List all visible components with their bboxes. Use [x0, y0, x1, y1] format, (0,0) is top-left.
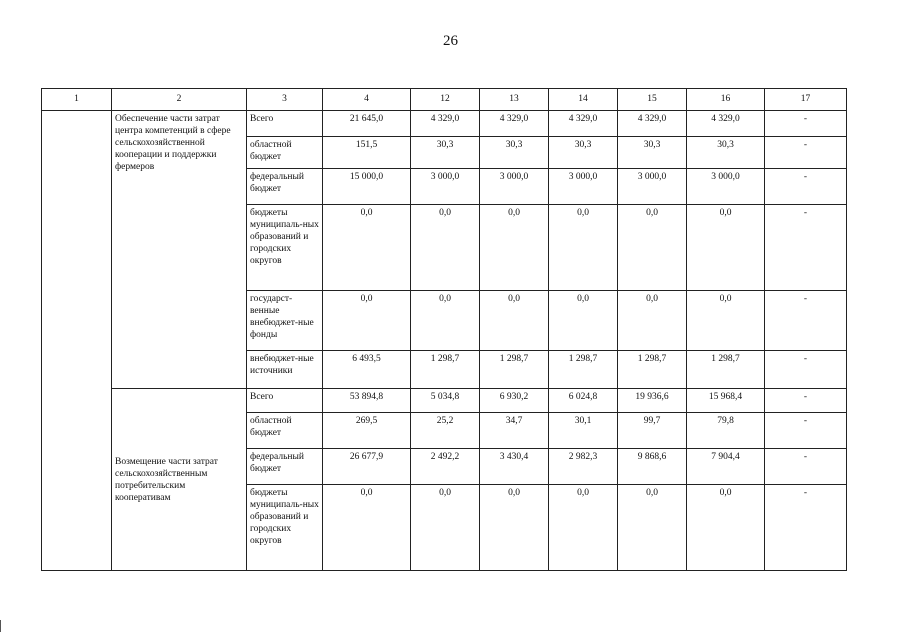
value-cell: - — [765, 137, 847, 169]
value-cell: 1 298,7 — [411, 351, 480, 389]
value-cell: 3 000,0 — [549, 169, 618, 205]
value-cell: 3 000,0 — [480, 169, 549, 205]
value-cell: - — [765, 389, 847, 413]
source-cell: государст-венные внебюджет-ные фонды — [247, 291, 323, 351]
header-col-14: 14 — [549, 89, 618, 111]
value-cell: 30,3 — [687, 137, 765, 169]
value-cell: 30,1 — [549, 413, 618, 449]
value-cell: 0,0 — [323, 205, 411, 291]
value-cell: 4 329,0 — [549, 111, 618, 137]
value-cell: 21 645,0 — [323, 111, 411, 137]
value-cell: 0,0 — [411, 485, 480, 571]
value-cell: 269,5 — [323, 413, 411, 449]
source-cell: областной бюджет — [247, 137, 323, 169]
table-row — [42, 389, 847, 413]
value-cell: 0,0 — [687, 485, 765, 571]
value-cell: 26 677,9 — [323, 449, 411, 485]
value-cell: 4 329,0 — [687, 111, 765, 137]
value-cell: 0,0 — [411, 205, 480, 291]
value-cell: 0,0 — [618, 291, 687, 351]
value-cell: 3 000,0 — [618, 169, 687, 205]
value-cell: - — [765, 291, 847, 351]
value-cell: 30,3 — [549, 137, 618, 169]
value-cell: 99,7 — [618, 413, 687, 449]
value-cell: 3 000,0 — [411, 169, 480, 205]
value-cell: 79,8 — [687, 413, 765, 449]
value-cell: - — [765, 111, 847, 137]
group-description: Обеспечение части затрат центра компетенций в сфере сельскохозяйственной кооперации и поддержки фермеров — [112, 111, 247, 389]
value-cell: 15 968,4 — [687, 389, 765, 413]
value-cell: 151,5 — [323, 137, 411, 169]
value-cell: 0,0 — [411, 291, 480, 351]
value-cell: 0,0 — [549, 291, 618, 351]
header-col-15: 15 — [618, 89, 687, 111]
header-col-16: 16 — [687, 89, 765, 111]
value-cell: 0,0 — [618, 485, 687, 571]
value-cell: 6 930,2 — [480, 389, 549, 413]
value-cell: 4 329,0 — [480, 111, 549, 137]
header-col-17: 17 — [765, 89, 847, 111]
source-cell: федеральный бюджет — [247, 169, 323, 205]
value-cell: 3 430,4 — [480, 449, 549, 485]
header-col-4: 4 — [323, 89, 411, 111]
value-cell: 2 982,3 — [549, 449, 618, 485]
header-col-13: 13 — [480, 89, 549, 111]
source-cell: бюджеты муниципаль-ных образований и городских округов — [247, 205, 323, 291]
value-cell: 19 936,6 — [618, 389, 687, 413]
table-row — [42, 111, 847, 137]
header-col-2: 2 — [112, 89, 247, 111]
value-cell: 1 298,7 — [687, 351, 765, 389]
source-cell: бюджеты муниципаль-ных образований и городских округов — [247, 485, 323, 571]
source-cell: внебюджет-ные источники — [247, 351, 323, 389]
value-cell: 0,0 — [323, 291, 411, 351]
value-cell: 3 000,0 — [687, 169, 765, 205]
source-cell: Всего — [247, 389, 323, 413]
source-cell: областной бюджет — [247, 413, 323, 449]
value-cell: 0,0 — [480, 205, 549, 291]
value-cell: 5 034,8 — [411, 389, 480, 413]
value-cell: 0,0 — [480, 485, 549, 571]
value-cell: 1 298,7 — [549, 351, 618, 389]
value-cell: 6 024,8 — [549, 389, 618, 413]
value-cell: 30,3 — [411, 137, 480, 169]
value-cell: 6 493,5 — [323, 351, 411, 389]
value-cell: 1 298,7 — [618, 351, 687, 389]
value-cell: 4 329,0 — [411, 111, 480, 137]
budget-table — [41, 88, 847, 571]
value-cell: - — [765, 169, 847, 205]
value-cell: 25,2 — [411, 413, 480, 449]
value-cell: 0,0 — [549, 205, 618, 291]
value-cell: 0,0 — [480, 291, 549, 351]
value-cell: 15 000,0 — [323, 169, 411, 205]
header-col-12: 12 — [411, 89, 480, 111]
page-number: 26 — [443, 33, 458, 49]
value-cell: 0,0 — [323, 485, 411, 571]
header-col-1: 1 — [42, 89, 112, 111]
source-cell: федеральный бюджет — [247, 449, 323, 485]
scan-edge-mark — [0, 620, 1, 632]
value-cell: 0,0 — [687, 205, 765, 291]
value-cell: - — [765, 485, 847, 571]
header-col-3: 3 — [247, 89, 323, 111]
value-cell: 53 894,8 — [323, 389, 411, 413]
value-cell: 30,3 — [618, 137, 687, 169]
col1-blank-cell — [42, 111, 112, 571]
value-cell: 7 904,4 — [687, 449, 765, 485]
value-cell: 1 298,7 — [480, 351, 549, 389]
value-cell: - — [765, 413, 847, 449]
value-cell: 34,7 — [480, 413, 549, 449]
value-cell: 0,0 — [618, 205, 687, 291]
value-cell: 4 329,0 — [618, 111, 687, 137]
value-cell: 9 868,6 — [618, 449, 687, 485]
value-cell: 2 492,2 — [411, 449, 480, 485]
value-cell: 0,0 — [549, 485, 618, 571]
value-cell: 0,0 — [687, 291, 765, 351]
value-cell: 30,3 — [480, 137, 549, 169]
group-description: Возмещение части затрат сельскохозяйственным потребительским кооперативам — [112, 389, 247, 571]
header-row — [42, 89, 847, 111]
value-cell: - — [765, 351, 847, 389]
source-cell: Всего — [247, 111, 323, 137]
value-cell: - — [765, 449, 847, 485]
value-cell: - — [765, 205, 847, 291]
